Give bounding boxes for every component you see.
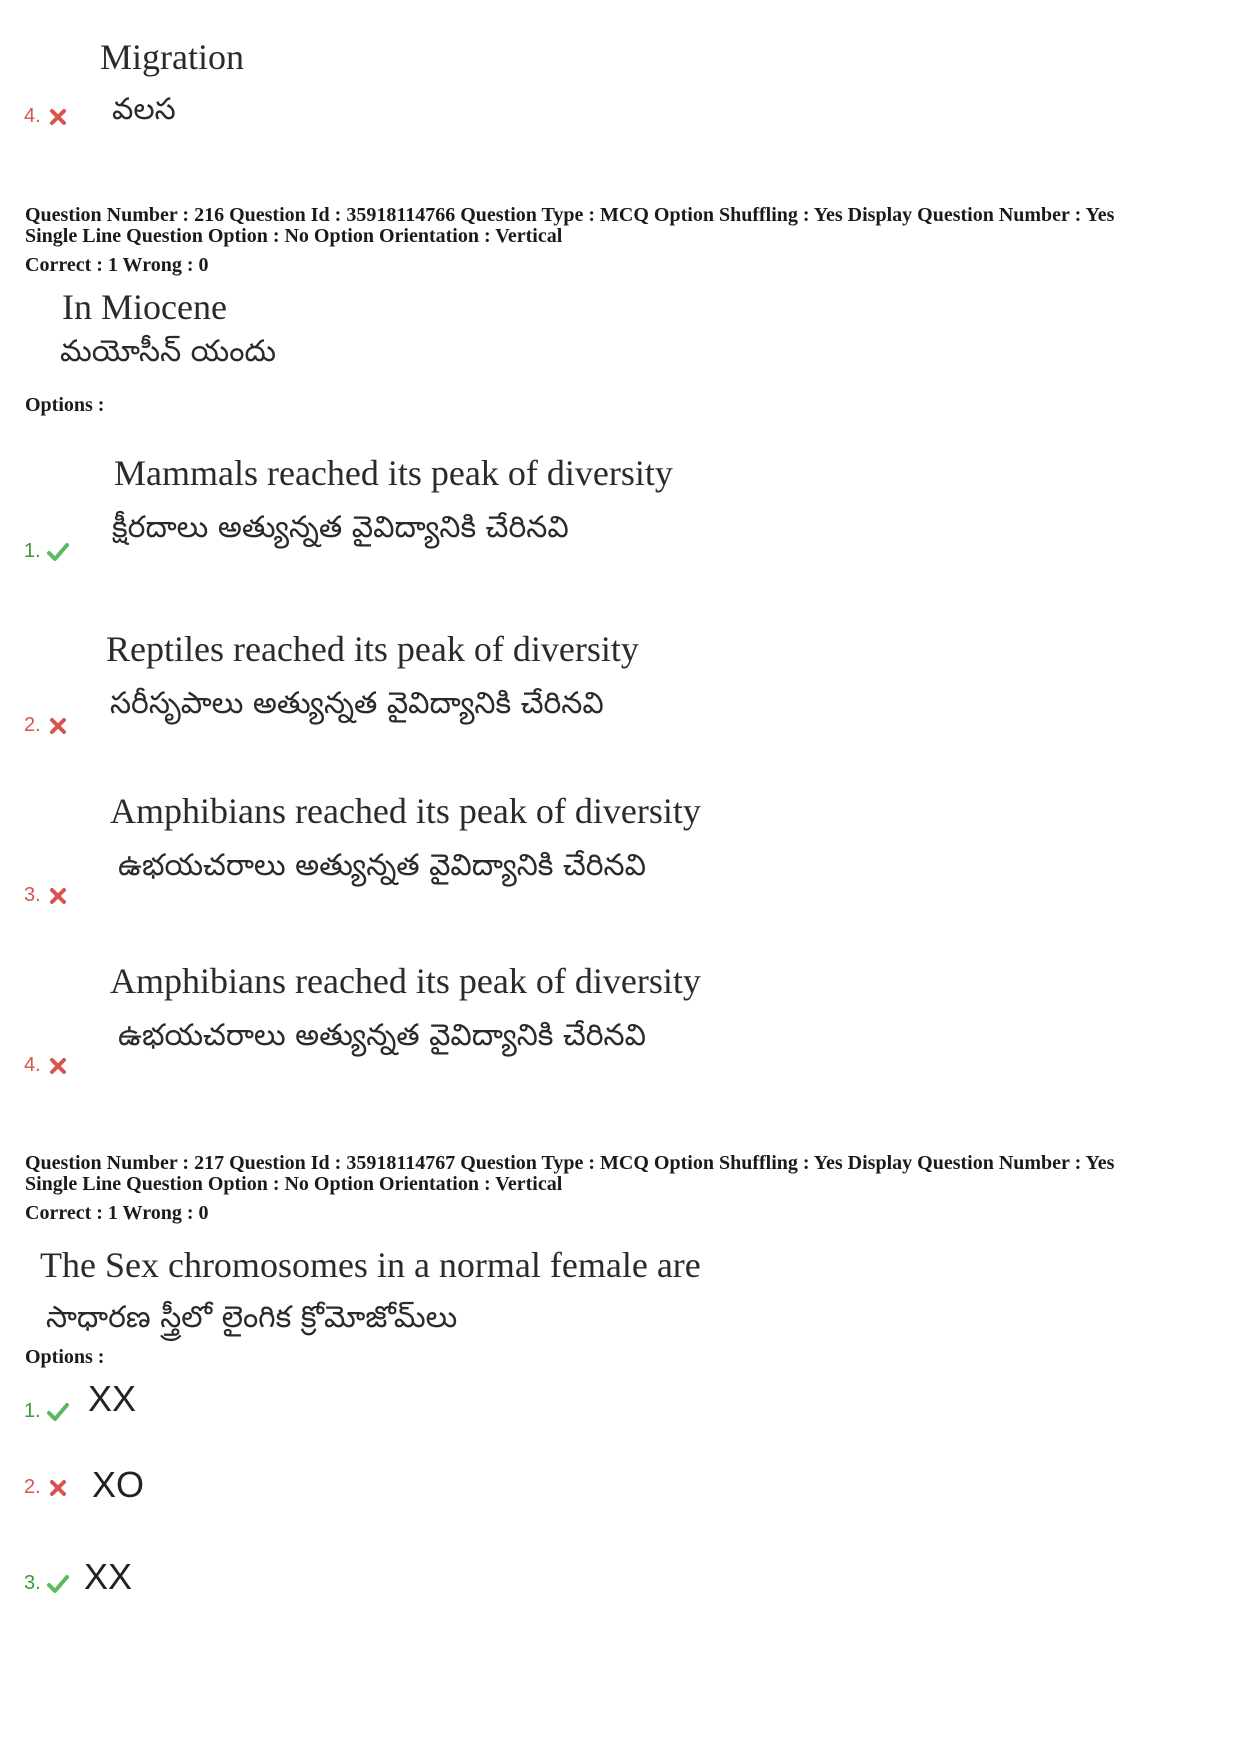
option-english-text: Reptiles reached its peak of diversity bbox=[106, 629, 639, 669]
option-number bbox=[24, 1572, 69, 1595]
question-meta-line: Question Number : 217 Question Id : 35918114767 Question Type : MCQ Option Shuffling : Yes Display Question Number : Yes bbox=[25, 1152, 1115, 1174]
cross-icon bbox=[47, 1477, 69, 1499]
option-english-text: Amphibians reached its peak of diversity bbox=[110, 791, 701, 831]
option-telugu-text: సరీసృపాలు అత్యున్నత వైవిద్యానికి చేరినవి bbox=[110, 686, 604, 721]
option-number-label: 4. bbox=[24, 1054, 41, 1076]
question-meta-line: Single Line Question Option : No Option Orientation : Vertical bbox=[25, 1173, 563, 1195]
option-number-label: 1. bbox=[24, 540, 41, 562]
check-icon bbox=[47, 541, 69, 563]
option-number-label: 2. bbox=[24, 714, 41, 736]
question-score-line: Correct : 1 Wrong : 0 bbox=[25, 1202, 209, 1224]
check-icon bbox=[47, 1401, 69, 1423]
cross-icon bbox=[47, 106, 69, 128]
cross-icon bbox=[47, 715, 69, 737]
question-english-text: The Sex chromosomes in a normal female are bbox=[40, 1245, 701, 1285]
option-number-label: 2. bbox=[24, 1476, 41, 1498]
question-score-line: Correct : 1 Wrong : 0 bbox=[25, 254, 209, 276]
option-number bbox=[24, 1054, 69, 1077]
option-text: XO bbox=[92, 1464, 145, 1505]
check-icon bbox=[47, 1573, 69, 1595]
question-telugu-text: మయోసీన్ యందు bbox=[60, 334, 277, 369]
option-number bbox=[24, 884, 69, 907]
cross-icon bbox=[47, 885, 69, 907]
option-text: XX bbox=[84, 1556, 133, 1597]
question-telugu-text: సాధారణ స్త్రీలో లైంగిక క్రోమోజోమ్‌లు bbox=[46, 1300, 458, 1335]
option-text: XX bbox=[88, 1378, 137, 1419]
cross-icon bbox=[47, 1055, 69, 1077]
option-number-label: 3. bbox=[24, 1572, 41, 1594]
option-telugu-text: క్షీరదాలు అత్యున్నత వైవిద్యానికి చేరినవి bbox=[112, 510, 569, 545]
option-telugu-text: ఉభయచరాలు అత్యున్నత వైవిద్యానికి చేరినవి bbox=[118, 848, 646, 883]
question-meta-line: Single Line Question Option : No Option Orientation : Vertical bbox=[25, 225, 563, 247]
option-english-text: Mammals reached its peak of diversity bbox=[114, 453, 673, 493]
question-english-text: In Miocene bbox=[62, 287, 227, 327]
option-number-label: 3. bbox=[24, 884, 41, 906]
option-number bbox=[24, 540, 69, 563]
options-label: Options : bbox=[25, 1346, 105, 1368]
option-telugu-text: వలస bbox=[112, 92, 176, 127]
options-label: Options : bbox=[25, 394, 105, 416]
option-number bbox=[24, 105, 69, 128]
option-telugu-text: ఉభయచరాలు అత్యున్నత వైవిద్యానికి చేరినవి bbox=[118, 1018, 646, 1053]
option-number bbox=[24, 1476, 69, 1499]
option-number-label: 1. bbox=[24, 1400, 41, 1422]
option-english-text: Amphibians reached its peak of diversity bbox=[110, 961, 701, 1001]
option-english-text: Migration bbox=[100, 37, 244, 77]
question-meta-line: Question Number : 216 Question Id : 35918114766 Question Type : MCQ Option Shuffling : Yes Display Question Number : Yes bbox=[25, 204, 1115, 226]
option-number-label: 4. bbox=[24, 105, 41, 127]
option-number bbox=[24, 714, 69, 737]
option-number bbox=[24, 1400, 69, 1423]
